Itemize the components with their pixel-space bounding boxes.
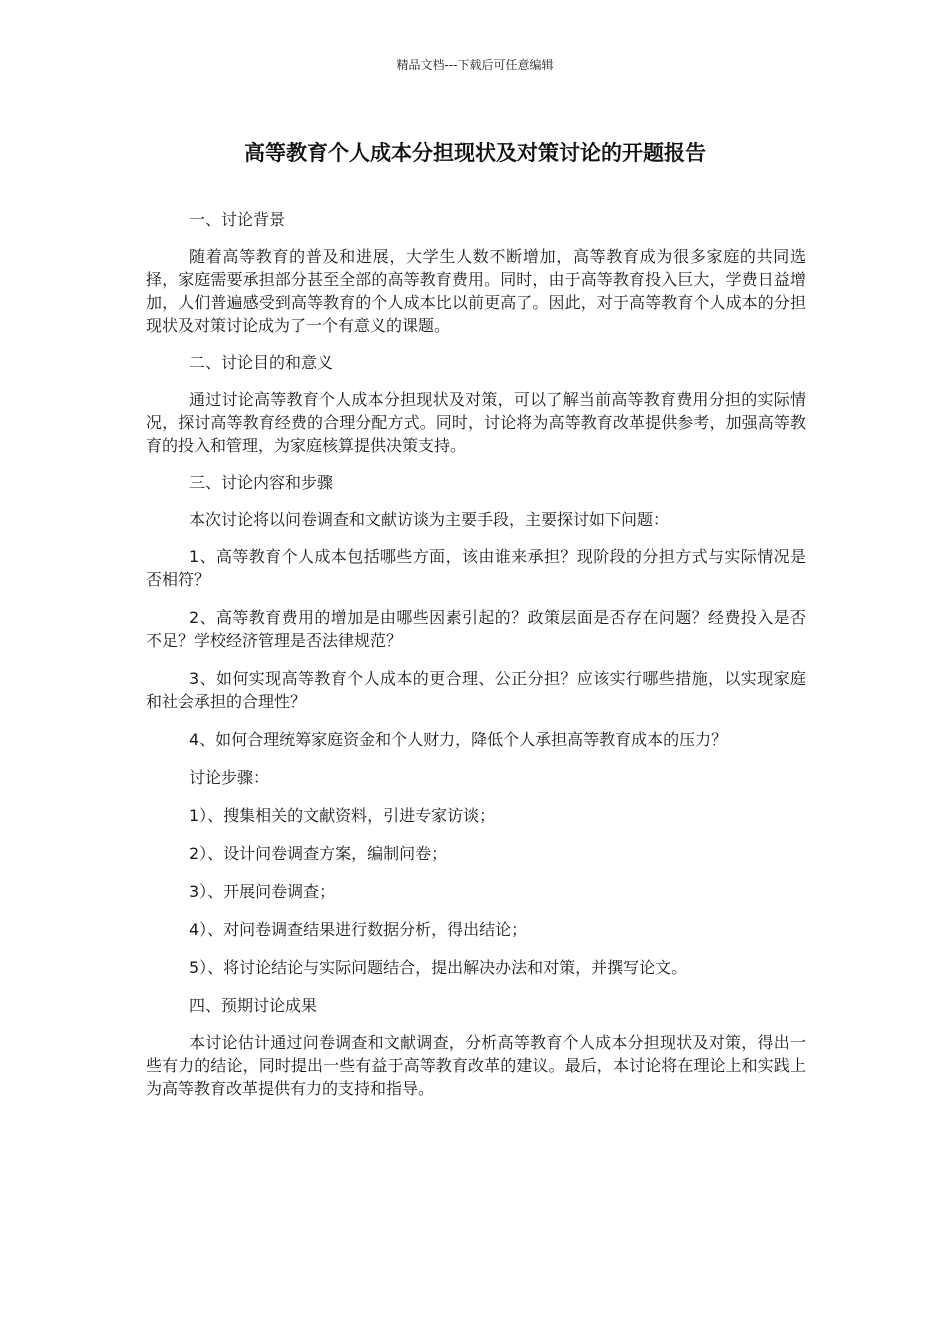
question-item: 2、高等教育费用的增加是由哪些因素引起的？政策层面是否存在问题？经费投入是否不足？学校经济管理是否法律规范？ xyxy=(146,608,806,650)
question-item: 1、高等教育个人成本包括哪些方面，该由谁来承担？现阶段的分担方式与实际情况是否相符？ xyxy=(146,547,806,589)
section-heading-purpose: 二、讨论目的和意义 xyxy=(189,353,334,372)
section-heading-background: 一、讨论背景 xyxy=(189,210,286,229)
section-heading-content: 三、讨论内容和步骤 xyxy=(189,473,334,492)
document-body xyxy=(146,208,806,1114)
step-item: 5）、将讨论结论与实际问题结合，提出解决办法和对策，并撰写论文。 xyxy=(189,958,688,977)
steps-heading: 讨论步骤： xyxy=(189,768,270,787)
page-header: 精品文档---下载后可任意编辑 xyxy=(396,58,554,72)
document-title: 高等教育个人成本分担现状及对策讨论的开题报告 xyxy=(244,141,706,165)
question-item: 4、如何合理统筹家庭资金和个人财力，降低个人承担高等教育成本的压力？ xyxy=(189,730,728,749)
section-heading-results: 四、预期讨论成果 xyxy=(189,996,318,1015)
question-item: 3、如何实现高等教育个人成本的更合理、公正分担？应该实行哪些措施，以实现家庭和社会承担的合理性？ xyxy=(146,669,806,711)
paragraph-content-intro: 本次讨论将以问卷调查和文献访谈为主要手段，主要探讨如下问题： xyxy=(189,510,670,529)
step-item: 1）、搜集相关的文献资料，引进专家访谈； xyxy=(189,806,496,825)
step-item: 3）、开展问卷调查； xyxy=(189,882,336,901)
paragraph-purpose: 通过讨论高等教育个人成本分担现状及对策，可以了解当前高等教育费用分担的实际情况，探讨高等教育经费的合理分配方式。同时，讨论将为高等教育改革提供参考，加强高等教育的投入和管理，为家庭核算提供决策支持。 xyxy=(146,390,806,455)
paragraph-results: 本讨论估计通过问卷调查和文献调查，分析高等教育个人成本分担现状及对策，得出一些有力的结论，同时提出一些有益于高等教育改革的建议。最后，本讨论将在理论上和实践上为高等教育改革提供有力的支持和指导。 xyxy=(146,1033,806,1098)
step-item: 4）、对问卷调查结果进行数据分析，得出结论； xyxy=(189,920,528,939)
step-item: 2）、设计问卷调查方案，编制问卷； xyxy=(189,844,448,863)
paragraph-background: 随着高等教育的普及和进展，大学生人数不断增加，高等教育成为很多家庭的共同选择，家庭需要承担部分甚至全部的高等教育费用。同时，由于高等教育投入巨大，学费日益增加，人们普遍感受到高等教育的个人成本比以前更高了。因此，对于高等教育个人成本的分担现状及对策讨论成为了一个有意义的课题。 xyxy=(146,247,806,335)
